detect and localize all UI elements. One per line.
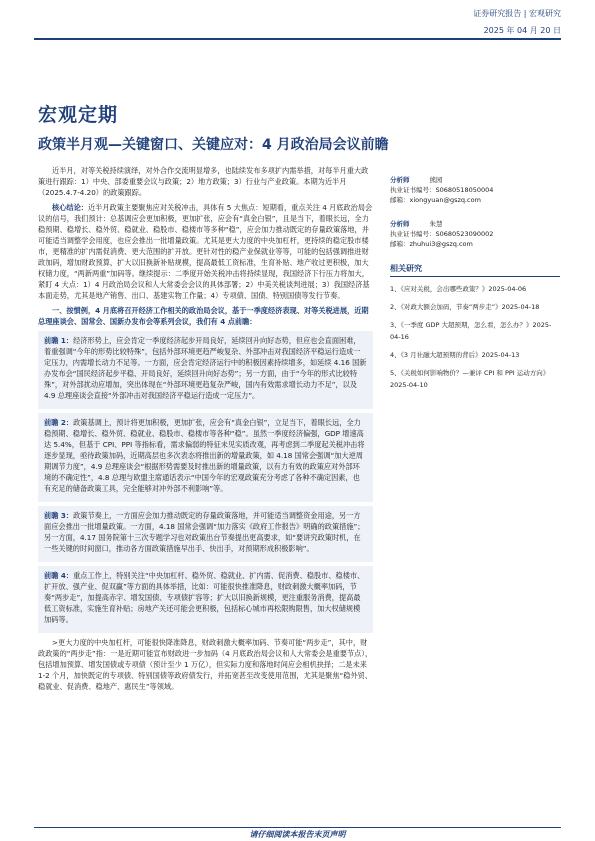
- email-label: 邮箱：: [390, 196, 410, 204]
- core-text: 近半月政策主要聚焦应对关税冲击，具体有 5 大焦点：短期看，重点关注 4 月底政治局会议的信号，我们预计：总基调应会更加积极，更加扩张，应会有“真金白银”，且是当下，着眼长远，全力稳预期、稳增长、稳外贸、稳就业、稳股市、稳楼市等多种“稳”，应会加力推动既定的存量政策落地，并可能适当调整学会用度，也应会推出一批增量政策。尤其是更大力度的中央加杠杆，更持续的稳定股市楼市，更精准的扩内需促消费、更大范围的扩开放。更针对性的稳产业保就业等等，可能的包括强调推进财政加码，增加财政预算，扩大以旧换新补贴规模，提高最低工资标准，生育补贴、地产收过更积极，加大权储力度，“两新两重”加码等。继续提示：二季度开始关税冲击将持续显现，我国经济下行压力将加大，紧盯 4 大点：1）4 月政治局会议和人大常委会会议的具体部署；2）中美关税谈判进展；3）我国经济基本面走势，尤其是地产销售、出口、基建实物工作量；4）专项债、国债、特别国债等发行节奏。: [38, 203, 373, 300]
- point-text: 经济形势上，应会肯定一季度经济起步开局良好，延续回升向好态势，但应也会直面困难，着重强调“今年的形势比较特殊”，包括外部环境更趋严峻复杂、外部冲击对我国经济平稳运行造成一定压力，内需增长动力不足等。一方面，应会肯定经济运行中的积极因素持续增多，如延续 4.16 国新办发布会“国民经济起步平稳、开局良好，延续回升向好态势”；另一方面，由于“今年的形式比较特殊”，对外部扰动应增加，突出体现在“外部环境更趋复杂严峻，国内有效需求增长动力不足”，以及 4.9 总理座谈会直接“外部冲击对我国经济平稳运行造成一定压力”。: [44, 336, 367, 400]
- analyst-block-1: [390, 175, 560, 205]
- point-text: 政策基调上，预计将更加积极，更加扩张，应会有“真金白银”，立足当下，着眼长远，全力稳预期、稳增长、稳外贸、稳就业、稳股市、稳楼市等各种“稳”。虽然一季度经济偏强，GDP 增速高达 5.4%，但基于 CPI、PPI 等指标看，需求偏弱的特征未见实质改观，再考虑到二季度起关税冲击将逐步显现，亟待政策加码，近期高层也多次表态将推出新的增量政策，如 4.18 国常会强调“加大逆周期调节力度”，4.9 总理座谈会“根据形势需要及时推出新的增量政策，以有力有效的政策应对外部环境的不确定性”，4.8 总理与欧盟主席通话表示“中国今年的宏观政策充分考虑了各种不确定因素，也有充足的储备政策工具，完全能够对冲外部不利影响”等。: [44, 418, 365, 493]
- report-category: 证券研究报告 | 宏观研究: [473, 9, 561, 18]
- email-label: 邮箱：: [390, 240, 410, 248]
- point-box-2: [38, 413, 373, 502]
- section-heading: 一、按惯例，4 月底将召开经济工作相关的政治局会议，基于一季度经济表现、对等关税进展，近期总理座谈会、国常会、国新办发布会等系列会议，我们有 4 点前瞻：: [38, 306, 369, 326]
- sidebar: [390, 165, 560, 397]
- point-lead: 前瞻 2：: [44, 418, 74, 427]
- analyst-name: 熊园: [429, 176, 443, 184]
- core-lead: 核心结论：: [52, 203, 88, 212]
- related-item[interactable]: 1、《应对关税，会出哪些政策？》2025-04-06: [390, 285, 527, 293]
- analyst-name: 朱慧: [429, 220, 443, 228]
- header-divider: [34, 38, 561, 40]
- cert-number: S0680523090002: [435, 230, 494, 238]
- analyst-role: 分析师: [390, 176, 410, 184]
- email-address[interactable]: zhuhui3@gszq.com: [409, 240, 473, 248]
- closing-paragraph: >更大力度的中央加杠杆，可能很快降准降息，财政刺激大概率加码、节奏可能“两步走”，其中，财政政策的“两步走”指：一是近期可能宣布财政进一步加码（4 月底政治局会议和人大常委会是重要节点），包括增加预算、增发国债或专项债（预计至少 1 万亿），但实际力度和落地时间应会相机抉择；二是未来 1-2 个月，加快既定的专项债、特别国债等政府债发行，并拓宽甚至改变使用范围，尤其是聚焦“稳外贸、稳就业、促消费、稳地产、惠民生”等领域。: [38, 638, 373, 691]
- footer-divider: [34, 827, 561, 828]
- document-title: 政策半月观—关键窗口、关键应对：4 月政治局会议前瞻: [38, 137, 389, 153]
- related-item[interactable]: 5、《关税如何影响物价？—兼评 CPI 和 PPI 运动方向》2025-04-10: [390, 369, 550, 389]
- analyst-role: 分析师: [390, 220, 410, 228]
- report-header: [473, 8, 561, 36]
- analyst-block-2: [390, 219, 560, 249]
- core-conclusion: [38, 202, 373, 301]
- point-box-4: [38, 566, 373, 633]
- footer-disclaimer: 请仔细阅读本报告末页声明: [249, 830, 346, 839]
- report-type: 宏观定期: [38, 104, 119, 126]
- point-lead: 前瞻 4：: [44, 571, 74, 580]
- cert-label: 执业证书编号：: [390, 186, 436, 194]
- main-column: [38, 165, 373, 696]
- point-lead: 前瞻 1：: [44, 336, 74, 345]
- related-item[interactable]: 4、《3 月社融大超预期的背后》2025-04-13: [390, 351, 520, 359]
- related-item[interactable]: 2、《对政大额会加码，节奏“两步走”》2025-04-18: [390, 303, 540, 311]
- related-research-list: [390, 283, 560, 391]
- email-address[interactable]: xiongyuan@gszq.com: [409, 196, 481, 204]
- cert-label: 执业证书编号：: [390, 230, 436, 238]
- point-box-1: [38, 331, 373, 409]
- intro-paragraph: 近半月，对等关税持续演绎，对外合作交流明显增多，也陆续发布多项扩内需举措，对每半月重大政策进行跟踪：1）中央、部委重要会议与政策；2）地方政策；3）行业与产业政策。本期为近半月（2025.4.7-4.20）的政策跟踪。: [38, 166, 369, 197]
- point-text: 重点工作上，特别关注“中央加杠杆、稳外贸、稳就业、扩内需、促消费、稳股市、稳楼市、扩开放、强产业、促双赢”等方面的具体举措，比如：可能很快推准降息，财政刺激大概率加码，节奏“两步走”，加提高赤字、增发国债、专项债扩容等；扩大以旧换新规模，更注重服务消费，提高最低工资标准，实施生育补贴；房地产关还可能会更积极，包括标心城市再松限购限售，加大权储规模加码等。: [44, 571, 365, 624]
- point-box-3: [38, 506, 373, 562]
- related-research-heading: 相关研究: [390, 263, 560, 277]
- report-date: 2025 年 04 月 20 日: [483, 26, 561, 35]
- point-lead: 前瞻 3：: [44, 511, 74, 520]
- related-item[interactable]: 3、《一季度 GDP 大超预期，怎么看，怎么办？》2025-04-16: [390, 321, 552, 341]
- point-text: 政策节奏上，一方面应会加力推动既定的存量政策落地，并可能适当调整资金用途，另一方面应会推出一批增量政策。一方面，4.18 国常会强调“加力落实《政府工作报告》明确的政策措施”；另一方面，4.17 国务院第十三次专题学习也对政策出台节奏提出更高要求，如“要讲究政策时机，在一些关键的时间窗口，推动各方面政策措施早出手、快出手，对预期形成积极影响”。: [44, 511, 365, 553]
- cert-number: S0680518050004: [435, 186, 494, 194]
